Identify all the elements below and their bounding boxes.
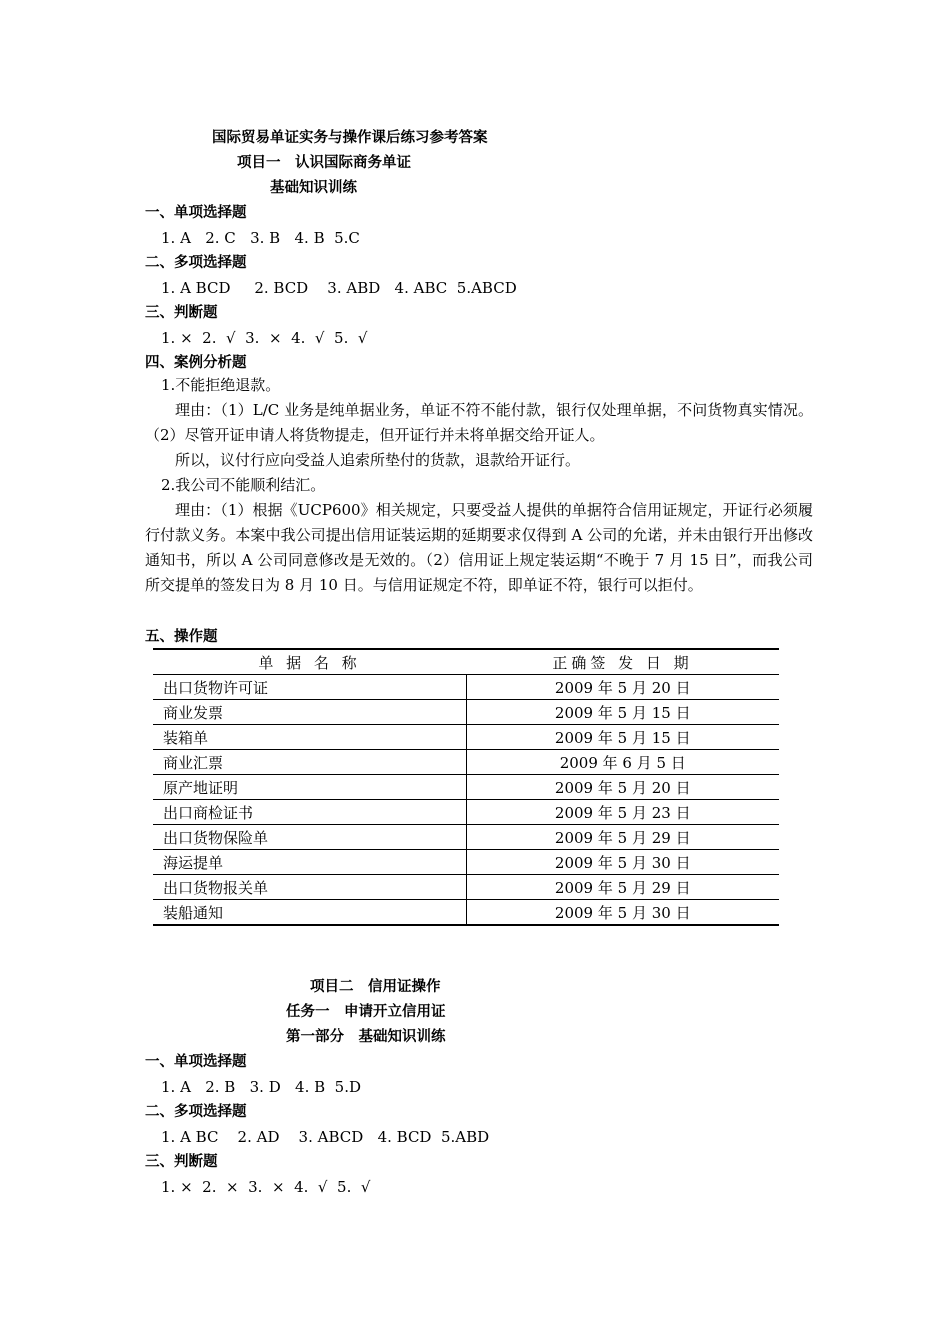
table-row [153,825,779,850]
document-dates-table [153,648,779,926]
p1-operation-heading: 五、操作题 [145,629,218,645]
p2-multi-choice-answers: 1. A BC 2. AD 3. ABCD 4. BCD 5.ABD [161,1128,490,1146]
case-q1-conclusion: 所以，议付行应向受益人追索所垫付的货款，退款给开证行。 [175,451,581,469]
project1-title: 项目一 认识国际商务单证 [237,155,411,171]
document-name-cell: 原产地证明 [153,775,466,800]
p1-single-choice-answers: 1. A 2. C 3. B 4. B 5.C [161,229,360,247]
p1-multi-choice-heading: 二、多项选择题 [145,255,247,271]
document-name-cell: 商业发票 [153,700,466,725]
p2-single-choice-answers: 1. A 2. B 3. D 4. B 5.D [161,1078,362,1096]
case-analysis-body [145,373,813,598]
table-row [153,900,779,926]
p1-true-false-answers: 1. × 2. √ 3. × 4. √ 5. √ [161,329,368,347]
p1-case-analysis-heading: 四、案例分析题 [145,355,247,371]
case-q2-reason: 理由：（1）根据《UCP600》相关规定，只要受益人提供的单据符合信用证规定，开证行必须履行付款义务。本案中我公司提出信用证装运期的延期要求仅得到 A 公司的允诺，并未由银行开出修改通知书，所以 A 公司同意修改是无效的。（2）信用证上规定装运期“不晚于 7 月 15 日”，而我公司所交提单的签发日为 8 月 10 日。与信用证规定不符，即单证不符，银行可以拒付。 [145,501,813,594]
issue-date-cell: 2009 年 5 月 30 日 [466,850,779,875]
p1-single-choice-heading: 一、单项选择题 [145,205,247,221]
p1-multi-choice-answers: 1. A BCD 2. BCD 3. ABD 4. ABC 5.ABCD [161,279,517,297]
document-name-cell: 出口货物许可证 [153,675,466,700]
document-name-cell: 装箱单 [153,725,466,750]
column-header-issue-date: 正确签 发 日 期 [466,649,779,675]
document-name-cell: 出口商检证书 [153,800,466,825]
issue-date-cell: 2009 年 5 月 20 日 [466,775,779,800]
column-header-document-name: 单 据 名 称 [153,649,466,675]
project2-part-title: 第一部分 基础知识训练 [286,1029,446,1045]
table-row [153,875,779,900]
document-name-cell: 商业汇票 [153,750,466,775]
p2-single-choice-heading: 一、单项选择题 [145,1054,247,1070]
table-row [153,700,779,725]
table-row [153,850,779,875]
document-name-cell: 海运提单 [153,850,466,875]
document-title: 国际贸易单证实务与操作课后练习参考答案 [212,130,488,146]
table-row [153,750,779,775]
project2-title: 项目二 信用证操作 [310,979,441,995]
p2-true-false-heading: 三、判断题 [145,1154,218,1170]
p1-true-false-heading: 三、判断题 [145,305,218,321]
project1-subtitle: 基础知识训练 [270,180,357,196]
issue-date-cell: 2009 年 5 月 29 日 [466,825,779,850]
issue-date-cell: 2009 年 5 月 23 日 [466,800,779,825]
issue-date-cell: 2009 年 6 月 5 日 [466,750,779,775]
table-row [153,800,779,825]
p2-multi-choice-heading: 二、多项选择题 [145,1104,247,1120]
case-q1-reason: 理由：（1）L/C 业务是纯单据业务，单证不符不能付款，银行仅处理单据，不问货物真实情况。（2）尽管开证申请人将货物提走，但开证行并未将单据交给开证人。 [145,401,813,444]
case-q1: 1.不能拒绝退款。 [161,376,281,394]
issue-date-cell: 2009 年 5 月 15 日 [466,725,779,750]
issue-date-cell: 2009 年 5 月 29 日 [466,875,779,900]
p2-true-false-answers: 1. × 2. × 3. × 4. √ 5. √ [161,1178,371,1196]
issue-date-cell: 2009 年 5 月 30 日 [466,900,779,926]
issue-date-cell: 2009 年 5 月 15 日 [466,700,779,725]
document-name-cell: 出口货物报关单 [153,875,466,900]
document-name-cell: 装船通知 [153,900,466,926]
table-header-row [153,649,779,675]
table-row [153,775,779,800]
case-q2: 2.我公司不能顺利结汇。 [161,476,326,494]
project2-task-title: 任务一 申请开立信用证 [286,1004,446,1020]
issue-date-cell: 2009 年 5 月 20 日 [466,675,779,700]
table-row [153,675,779,700]
table-row [153,725,779,750]
document-name-cell: 出口货物保险单 [153,825,466,850]
